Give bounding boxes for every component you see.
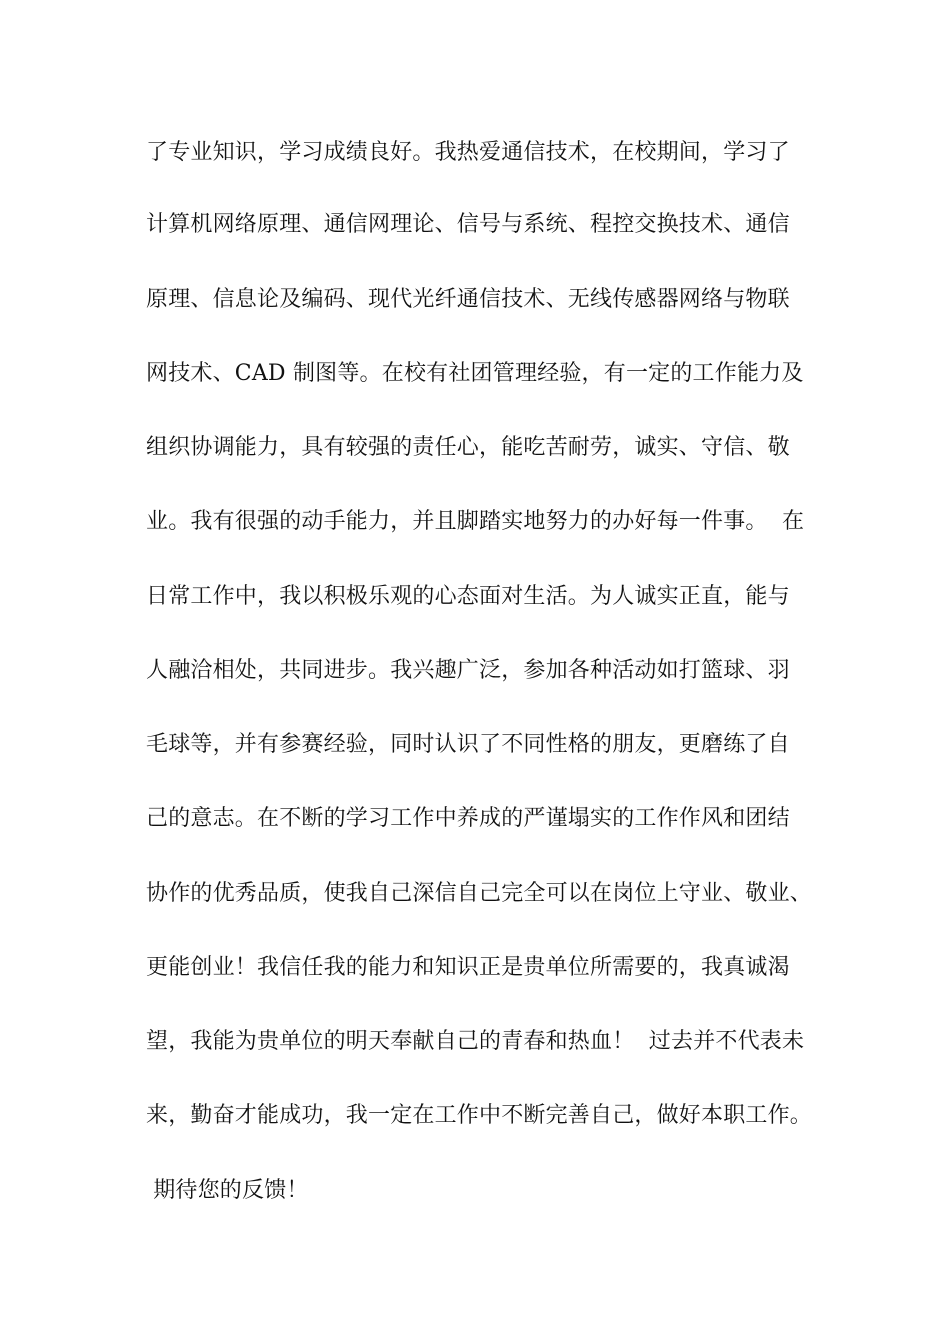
text-line: 望，我能为贵单位的明天奉献自己的青春和热血！ 过去并不代表未 <box>146 1029 805 1054</box>
text-line: 原理、信息论及编码、现代光纤通信技术、无线传感器网络与物联 <box>146 287 790 312</box>
text-line: 毛球等，并有参赛经验，同时认识了不同性格的朋友，更磨练了自 <box>146 732 790 757</box>
text-line: 人融洽相处，共同进步。我兴趣广泛，参加各种活动如打篮球、羽 <box>146 658 790 683</box>
text-line: 了专业知识，学习成绩良好。我热爱通信技术，在校期间，学习了 <box>146 140 790 165</box>
text-line: 业。我有很强的动手能力，并且脚踏实地努力的办好每一件事。 在 <box>146 509 805 534</box>
closing-line: 期待您的反馈！ <box>146 1178 309 1203</box>
text-line: 日常工作中，我以积极乐观的心态面对生活。为人诚实正直，能与 <box>146 584 790 609</box>
text-line: 组织协调能力，具有较强的责任心，能吃苦耐劳，诚实、守信、敬 <box>146 435 790 460</box>
text-line: 己的意志。在不断的学习工作中养成的严谨塌实的工作作风和团结 <box>146 806 790 831</box>
text-line: 更能创业！我信任我的能力和知识正是贵单位所需要的，我真诚渴 <box>146 955 790 980</box>
text-line: 来，勤奋才能成功，我一定在工作中不断完善自己，做好本职工作。 <box>146 1103 813 1128</box>
text-line: 计算机网络原理、通信网理论、信号与系统、程控交换技术、通信 <box>146 212 790 237</box>
text-line: 网技术、CAD 制图等。在校有社团管理经验，有一定的工作能力及 <box>146 361 804 386</box>
text-line: 协作的优秀品质，使我自己深信自己完全可以在岗位上守业、敬业、 <box>146 881 813 906</box>
